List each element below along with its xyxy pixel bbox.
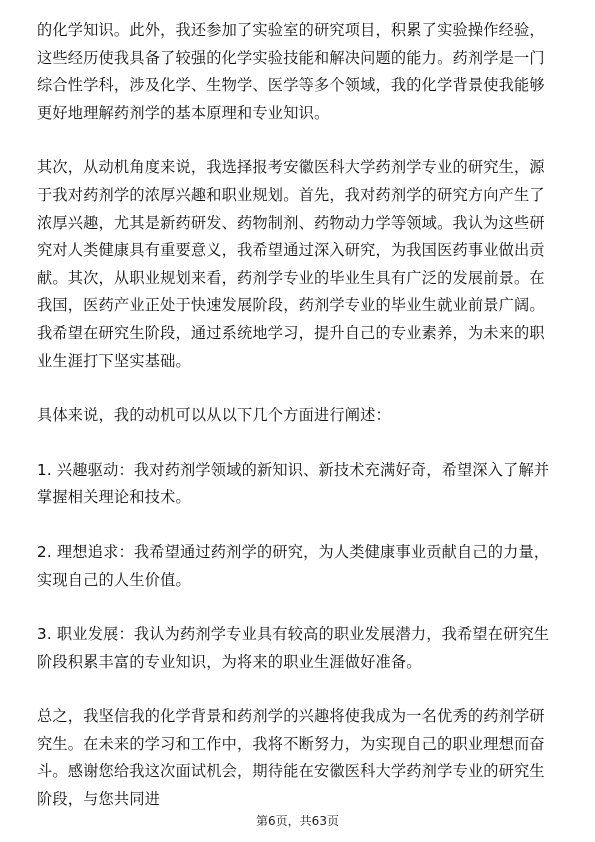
list-item-career: 3. 职业发展：我认为药剂学专业具有较高的职业发展潜力，我希望在研究生阶段积累丰富的专业知识，为将来的职业生涯做好准备。 (37, 625, 550, 671)
paragraph-conclusion: 总之，我坚信我的化学背景和药剂学的兴趣将使我成为一名优秀的药剂学研究生。在未来的学习和工作中，我将不断努力，为实现自己的职业理想而奋斗。感谢您给我这次面试机会，期待能在安徽医科大学药剂学专业的研究生阶段，与您共同进 (37, 707, 545, 809)
paragraph-motivation: 其次，从动机角度来说，我选择报考安徽医科大学药剂学专业的研究生，源于我对药剂学的浓厚兴趣和职业规划。首先，我对药剂学的研究方向产生了浓厚兴趣，尤其是新药研发、药物制剂、药物动力学等领域。我认为这些研究对人类健康具有重要意义，我希望通过深入研究，为我国医药事业做出贡献。其次，从职业规划来看，药剂学专业的毕业生具有广泛的发展前景。在我国，医药产业正处于快速发展阶段，药剂学专业的毕业生就业前景广阔。我希望在研究生阶段，通过系统地学习，提升自己的专业素养，为未来的职业生涯打下坚实基础。 (37, 158, 545, 370)
list-item-interest: 1. 兴趣驱动：我对药剂学领域的新知识、新技术充满好奇，希望深入了解并掌握相关理论和技术。 (37, 460, 550, 507)
paragraph-intro-list: 具体来说，我的动机可以从以下几个方面进行阐述： (37, 406, 391, 425)
paragraph-spacer (37, 676, 558, 703)
document-body (37, 17, 558, 814)
paragraph-spacer (37, 375, 558, 402)
list-item-ideal: 2. 理想追求：我希望通过药剂学的研究，为人类健康事业贡献自己的力量，实现自己的人生价值。 (37, 542, 550, 589)
paragraph-spacer (37, 127, 558, 154)
paragraph-spacer (37, 512, 558, 539)
page-number-footer: 第6页，共63页 (256, 814, 339, 828)
paragraph-spacer (37, 430, 558, 457)
paragraph-chemistry-background: 的化学知识。此外，我还参加了实验室的研究项目，积累了实验操作经验，这些经历使我具备了较强的化学实验技能和解决问题的能力。药剂学是一门综合性学科，涉及化学、生物学、医学等多个领域，我的化学背景使我能够更好地理解药剂学的基本原理和专业知识。 (37, 21, 545, 122)
paragraph-spacer (37, 594, 558, 621)
